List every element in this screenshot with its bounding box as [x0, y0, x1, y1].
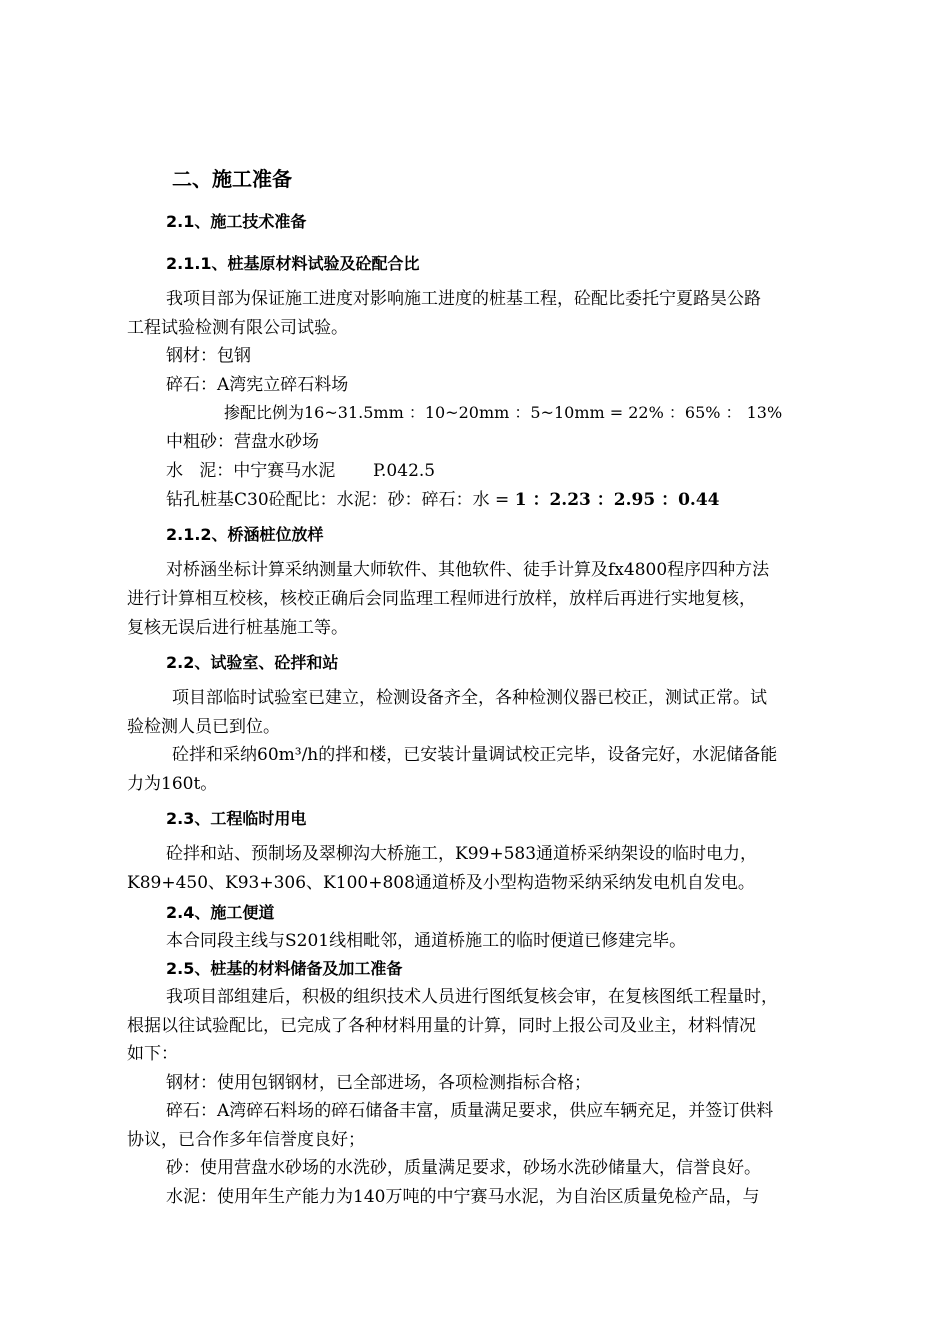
paragraph-line: 复核无误后进行桩基施工等。 — [127, 618, 348, 638]
paragraph-line: 砼拌和站、预制场及翠柳沟大桥施工，K99+583通道桥采纳架设的临时电力， — [166, 844, 758, 864]
paragraph-line: 对桥涵坐标计算采纳测量大师软件、其他软件、徒手计算及fx4800程序四种方法 — [166, 560, 770, 580]
material-steel: 钢材：包钢 — [166, 346, 251, 366]
heading-2-2: 2.2、试验室、砼拌和站 — [166, 653, 339, 672]
paragraph-line: 我项目部组建后，积极的组织技术人员进行图纸复核会审，在复核图纸工程量时， — [166, 987, 778, 1007]
heading-2-1-1: 2.1.1、桩基原材料试验及砼配合比 — [166, 254, 420, 273]
heading-2-1-2: 2.1.2、桥涵桩位放样 — [166, 525, 324, 544]
heading-2-1: 2.1、施工技术准备 — [166, 212, 307, 231]
paragraph-line: 砼拌和采纳60m³/h的拌和楼，已安装计量调试校正完毕，设备完好，水泥储备能 — [172, 745, 778, 765]
c30-values: 1 ：2.23 ：2.95 ：0.44 — [514, 490, 720, 510]
material-sand-detail: 砂：使用营盘水砂场的水洗砂，质量满足要求，砂场水洗砂储量大，信誉良好。 — [166, 1158, 761, 1178]
material-cement: 水 泥：中宁赛马水泥 P.042.5 — [166, 461, 436, 481]
paragraph-line: 如下： — [127, 1044, 178, 1064]
material-cement-detail: 水泥：使用年生产能力为140万吨的中宁赛马水泥，为自治区质量免检产品，与 — [166, 1187, 760, 1207]
paragraph-line: K89+450、K93+306、K100+808通道桥及小型构造物采纳采纳发电机自发电。 — [127, 873, 755, 893]
paragraph-line: 项目部临时试验室已建立，检测设备齐全，各种检测仪器已校正，测试正常。试 — [172, 688, 767, 708]
paragraph-line: 工程试验检测有限公司试验。 — [127, 318, 348, 338]
mix-ratio: 掺配比例为16~31.5mm ：10~20mm ：5~10mm = 22% ：65% ： 13% — [224, 403, 783, 422]
c30-label: 钻孔桩基C30砼配比：水泥：砂：碎石：水 = — [166, 490, 515, 510]
paragraph-line: 根据以往试验配比，已完成了各种材料用量的计算，同时上报公司及业主，材料情况 — [127, 1016, 756, 1036]
paragraph-line: 验检测人员已到位。 — [127, 717, 280, 737]
heading-2-3: 2.3、工程临时用电 — [166, 809, 307, 828]
c30-mix-ratio — [166, 489, 720, 511]
paragraph-line: 我项目部为保证施工进度对影响施工进度的桩基工程，砼配比委托宁夏路昊公路 — [166, 289, 761, 309]
paragraph-line: 力为160t。 — [127, 774, 218, 794]
material-sand: 中粗砂：营盘水砂场 — [166, 432, 319, 452]
section-title: 二、施工准备 — [172, 167, 292, 191]
material-gravel-detail: 碎石：A湾碎石料场的碎石储备丰富，质量满足要求，供应车辆充足，并签订供料 — [166, 1101, 774, 1121]
material-gravel: 碎石：A湾宪立碎石料场 — [166, 375, 349, 395]
heading-2-4: 2.4、施工便道 — [166, 903, 275, 922]
paragraph-line: 进行计算相互校核，核校正确后会同监理工程师进行放样，放样后再进行实地复核， — [127, 589, 756, 609]
paragraph-line: 本合同段主线与S201线相毗邻，通道桥施工的临时便道已修建完毕。 — [166, 931, 687, 951]
heading-2-5: 2.5、桩基的材料储备及加工准备 — [166, 959, 403, 978]
paragraph-line: 协议，已合作多年信誉度良好； — [127, 1130, 365, 1150]
material-steel-detail: 钢材：使用包钢钢材，已全部进场，各项检测指标合格； — [166, 1073, 591, 1093]
